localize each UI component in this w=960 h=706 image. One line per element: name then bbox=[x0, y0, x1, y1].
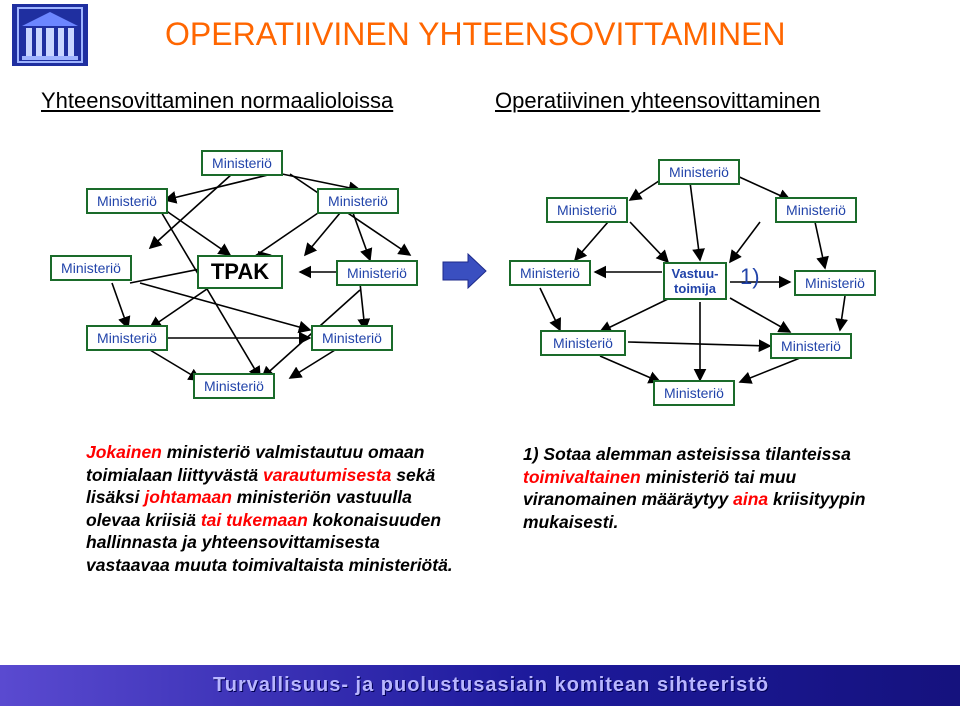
connector-arrow bbox=[112, 283, 128, 328]
ministry-node: Ministeriö bbox=[86, 188, 168, 214]
connector-arrow bbox=[540, 288, 560, 330]
ministry-node: Ministeriö bbox=[317, 188, 399, 214]
connector-arrow bbox=[740, 358, 800, 382]
ministry-node: Ministeriö bbox=[540, 330, 626, 356]
body-text: kriisityypin mukaisesti. bbox=[523, 489, 866, 532]
connector-arrow bbox=[305, 213, 340, 255]
connector-arrow bbox=[360, 283, 365, 330]
connector-arrow bbox=[730, 298, 790, 332]
connector-arrow bbox=[575, 222, 608, 260]
ministry-node: Ministeriö bbox=[509, 260, 591, 286]
connector-arrow bbox=[160, 210, 260, 378]
lead-actor-line2: toimija bbox=[674, 281, 716, 296]
left-description bbox=[86, 441, 456, 576]
connector-arrow bbox=[140, 283, 310, 330]
body-text: ministeriön vastuulla olevaa kriisiä bbox=[86, 487, 412, 530]
lead-actor-line1: Vastuu- bbox=[671, 266, 719, 281]
ministry-node: Ministeriö bbox=[658, 159, 740, 185]
highlight-text: toimivaltainen bbox=[523, 466, 641, 487]
ministry-node: Ministeriö bbox=[336, 260, 418, 286]
ministry-node: Ministeriö bbox=[311, 325, 393, 351]
footer-bar bbox=[0, 665, 960, 706]
connector-arrow bbox=[600, 298, 670, 332]
footnote-marker: 1) bbox=[740, 264, 760, 289]
ministry-node: Ministeriö bbox=[201, 150, 283, 176]
connector-arrow bbox=[690, 182, 700, 260]
ministry-node: Ministeriö bbox=[86, 325, 168, 351]
highlight-text: Jokainen bbox=[86, 442, 162, 462]
ministry-node: Ministeriö bbox=[775, 197, 857, 223]
highlight-text: tai tukemaan bbox=[200, 509, 308, 530]
page-title: OPERATIIVINEN YHTEENSOVITTAMINEN bbox=[165, 16, 786, 52]
ministry-node: Ministeriö bbox=[546, 197, 628, 223]
connector-arrow bbox=[730, 222, 760, 262]
connector-arrow bbox=[290, 350, 335, 378]
ministry-node: Ministeriö bbox=[50, 255, 132, 281]
ministry-node: Ministeriö bbox=[653, 380, 735, 406]
tpak-node: TPAK bbox=[197, 255, 283, 289]
connector-arrow bbox=[600, 356, 660, 382]
ministry-node: Ministeriö bbox=[193, 373, 275, 399]
connector-arrow bbox=[815, 222, 825, 268]
body-text: kokonaisuuden hallinnasta ja yhteensovittamisesta vastaavaa muuta toimivaltaista ministeriötä. bbox=[86, 509, 453, 575]
connector-arrow bbox=[840, 296, 845, 330]
right-description bbox=[523, 443, 878, 533]
connector-arrow bbox=[628, 342, 770, 346]
body-text: ministeriö tai muu viranomainen määräytyy bbox=[523, 466, 797, 509]
highlight-text: aina bbox=[733, 489, 769, 509]
footer-text: Turvallisuus- ja puolustusasiain komitean sihteeristö bbox=[213, 674, 770, 696]
transition-arrow bbox=[443, 254, 486, 288]
left-heading: Yhteensovittaminen normaalioloissa bbox=[41, 88, 394, 113]
connector-arrow bbox=[290, 174, 410, 255]
ministry-node: Ministeriö bbox=[794, 270, 876, 296]
lead-actor-node bbox=[663, 262, 727, 300]
connector-arrow bbox=[165, 210, 230, 255]
body-text: ministeriö valmistautuu omaan toimialaan liittyvästä bbox=[86, 442, 425, 485]
body-text: sekä lisäksi bbox=[86, 464, 436, 507]
connector-arrow bbox=[630, 222, 668, 262]
highlight-text: johtamaan bbox=[144, 487, 232, 507]
body-text: 1) Sotaa alemman asteisissa tilanteissa bbox=[523, 444, 851, 464]
ministry-node: Ministeriö bbox=[770, 333, 852, 359]
connector-arrow bbox=[353, 213, 370, 260]
highlight-text: varautumisesta bbox=[263, 464, 392, 485]
right-heading: Operatiivinen yhteensovittaminen bbox=[495, 88, 821, 113]
